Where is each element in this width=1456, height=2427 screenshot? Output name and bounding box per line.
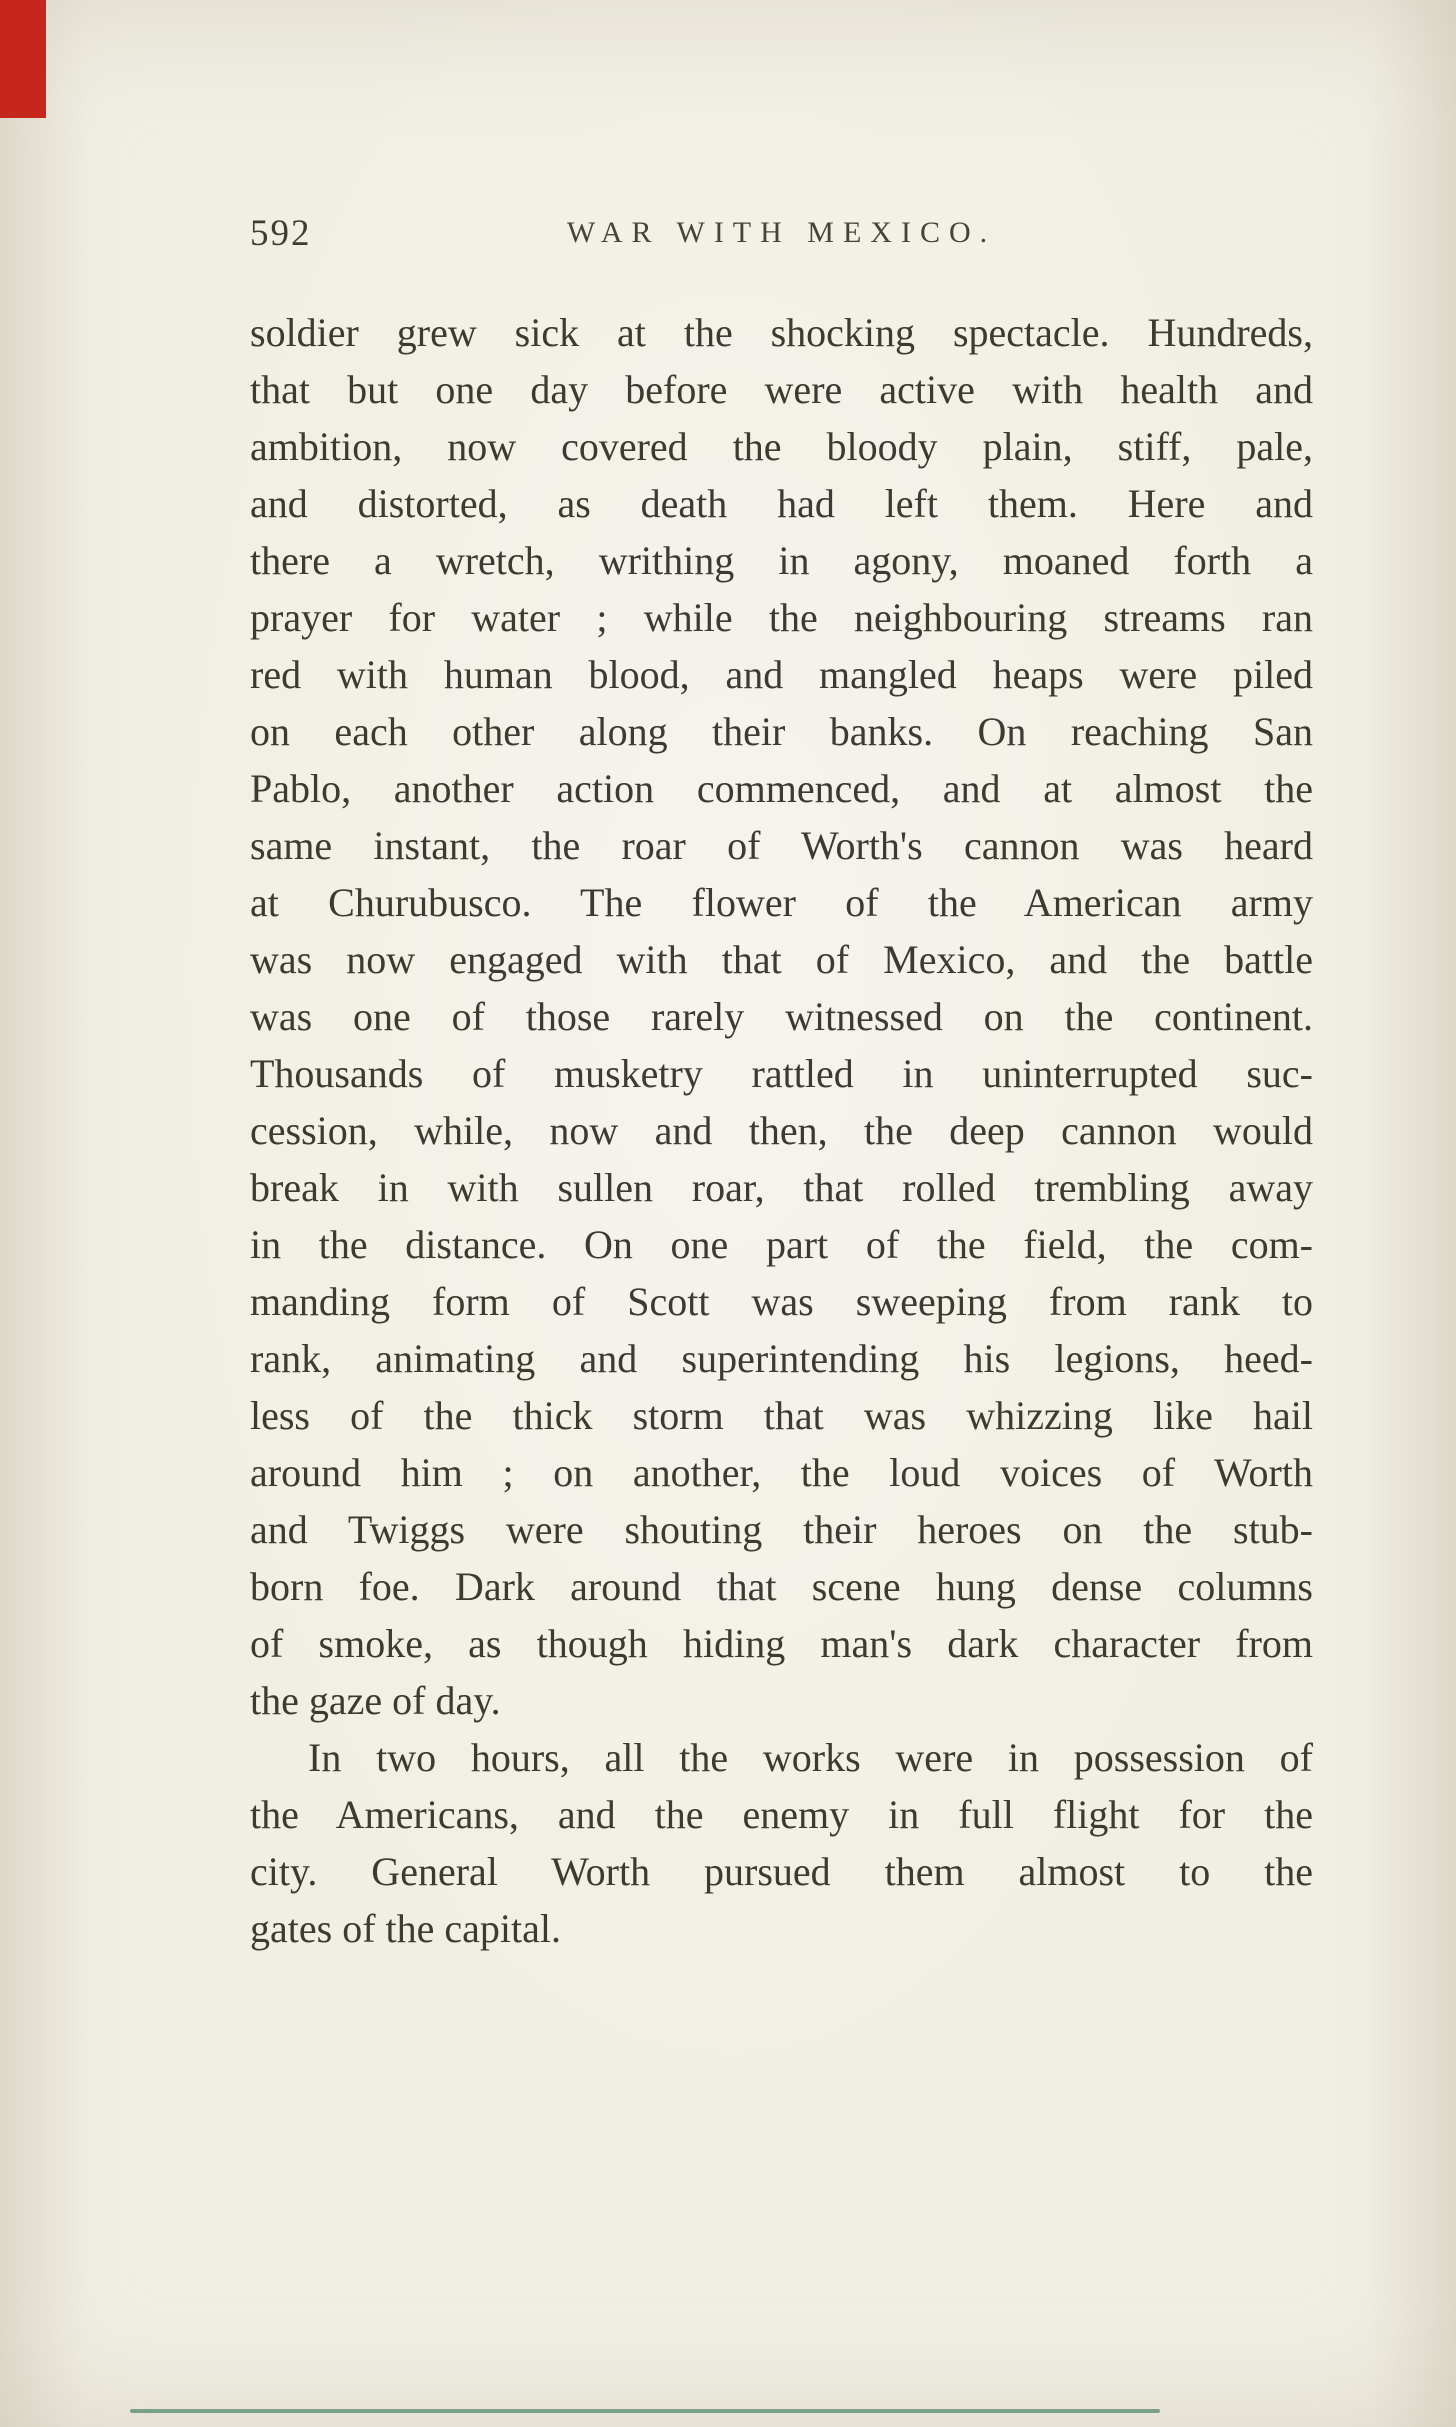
- text-line: was one of those rarely witnessed on the continent.: [250, 994, 1313, 1039]
- body-text: [250, 304, 1313, 1957]
- text-line: Pablo, another action commenced, and at almost the: [250, 766, 1313, 811]
- text-line: and Twiggs were shouting their heroes on the stub-: [250, 1507, 1313, 1552]
- text-line: Thousands of musketry rattled in uninterrupted suc-: [250, 1051, 1313, 1096]
- text-line: gates of the capital.: [250, 1906, 561, 1951]
- text-line: red with human blood, and mangled heaps were piled: [250, 652, 1313, 697]
- text-line: of smoke, as though hiding man's dark character from: [250, 1621, 1313, 1666]
- page-number: 592: [250, 213, 312, 254]
- text-line: that but one day before were active with health and: [250, 367, 1313, 412]
- scan-artifact-green-line: [130, 2409, 1160, 2413]
- text-line: was now engaged with that of Mexico, and the battle: [250, 937, 1313, 982]
- page-header: [250, 212, 1313, 256]
- text-line: the gaze of day.: [250, 1678, 501, 1723]
- text-line: less of the thick storm that was whizzing like hail: [250, 1393, 1313, 1438]
- text-line: manding form of Scott was sweeping from rank to: [250, 1279, 1313, 1324]
- text-line: same instant, the roar of Worth's cannon was heard: [250, 823, 1313, 868]
- running-title: WAR WITH MEXICO.: [566, 216, 997, 249]
- text-line: and distorted, as death had left them. Here and: [250, 481, 1313, 526]
- text-line: in the distance. On one part of the field, the com-: [250, 1222, 1313, 1267]
- paragraph: [250, 1729, 1313, 1957]
- text-line: ambition, now covered the bloody plain, stiff, pale,: [250, 424, 1313, 469]
- text-line: city. General Worth pursued them almost to the: [250, 1849, 1313, 1894]
- text-line: cession, while, now and then, the deep cannon would: [250, 1108, 1313, 1153]
- text-line: on each other along their banks. On reaching San: [250, 709, 1313, 754]
- text-line: soldier grew sick at the shocking spectacle. Hundreds,: [250, 310, 1313, 355]
- text-line: born foe. Dark around that scene hung dense columns: [250, 1564, 1313, 1609]
- text-line: prayer for water ; while the neighbouring streams ran: [250, 595, 1313, 640]
- text-line: In two hours, all the works were in possession of: [308, 1735, 1313, 1780]
- paragraph: [250, 304, 1313, 1729]
- text-line: the Americans, and the enemy in full flight for the: [250, 1792, 1313, 1837]
- text-line: break in with sullen roar, that rolled trembling away: [250, 1165, 1313, 1210]
- text-line: rank, animating and superintending his legions, heed-: [250, 1336, 1313, 1381]
- scan-artifact-red-strip: [0, 0, 46, 118]
- text-line: at Churubusco. The flower of the American army: [250, 880, 1313, 925]
- text-line: there a wretch, writhing in agony, moaned forth a: [250, 538, 1313, 583]
- text-line: around him ; on another, the loud voices of Worth: [250, 1450, 1313, 1495]
